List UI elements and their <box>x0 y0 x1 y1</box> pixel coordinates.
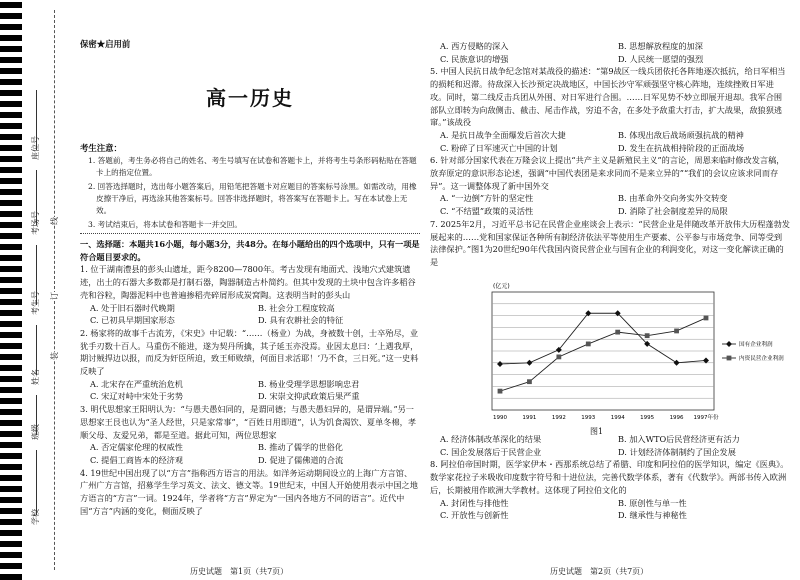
option[interactable]: C. 宋辽对峙中宋处于劣势 <box>90 391 184 402</box>
question-8-options <box>430 497 790 522</box>
binding-stripe <box>0 563 22 569</box>
cut-mark-line: 线 <box>50 217 59 225</box>
question-7-stem: 7. 2025年2月，习近平总书记在民营企业座谈会上表示：“民营企业是伴随改革开放伟大历程蓬勃发展起来的……党和国家保证各种所有制经济依法平等使用生产要素、公平参与市场竞争、同等受到法律保护。”图1为20世纪90年代我国内资民营企业与国有企业的利润变化，对这一变化解读正确的是 <box>430 218 790 267</box>
option[interactable]: C. 已初具早期国家形态 <box>90 315 175 326</box>
binding-stripe <box>0 244 22 250</box>
questions-right <box>430 40 790 269</box>
binding-stripe <box>0 475 22 481</box>
question-4-options <box>430 40 790 65</box>
option[interactable]: C. 民族意识的增强 <box>440 53 509 64</box>
x-tick-label: 1993 <box>581 415 596 421</box>
option[interactable]: B. 社会分工程度较高 <box>258 302 335 313</box>
binding-stripe <box>0 299 22 305</box>
data-point <box>704 316 709 321</box>
binding-stripe <box>0 68 22 74</box>
option[interactable]: D. 继承性与神秘性 <box>618 510 687 521</box>
legend-marker <box>726 341 732 347</box>
question-2-options <box>80 378 420 403</box>
label-room: 考场号 <box>31 211 40 235</box>
question-1-options <box>80 302 420 327</box>
binding-stripe <box>0 255 22 261</box>
binding-stripe <box>0 409 22 415</box>
binding-stripe <box>0 79 22 85</box>
legend-marker <box>727 356 732 361</box>
notes-heading: 考生注意： <box>80 143 122 153</box>
binding-stripe <box>0 211 22 217</box>
binding-stripe <box>0 145 22 151</box>
question-4-stem: 4. 19世纪中国出现了以“方言”指称西方语言的用法。如洋务运动期间设立的上海广方言馆、广州广方言馆，招募学生学习英文、法文、德文等。19世纪末，中国人开始使用表示中国之地方语言的“方言”一词。1924年，学者将“方言”界定为“一国内各地方不同的语言”。近代中国“方言”内涵的变化，侧面反映了 <box>80 467 418 516</box>
data-point <box>586 342 591 347</box>
binding-stripe <box>0 321 22 327</box>
option[interactable]: A. 经济体制改革深化的结果 <box>440 434 542 444</box>
binding-stripe <box>0 13 22 19</box>
page-footer-right: 历史试题 第2页（共7页） <box>550 567 649 576</box>
student-no-fill-line <box>36 245 37 305</box>
y-axis-label: (亿元) <box>493 283 510 290</box>
seat-fill-line <box>36 90 37 150</box>
legend-label: 内资民营企业利润 <box>739 356 784 362</box>
option[interactable]: A. 北宋存在严重统治危机 <box>90 378 183 389</box>
binding-stripe <box>0 277 22 283</box>
option[interactable]: A. 西方侵略的深入 <box>440 41 509 51</box>
data-point <box>498 389 503 394</box>
figure-caption: 图1 <box>590 427 604 436</box>
binding-stripe <box>0 420 22 426</box>
binding-stripe <box>0 464 22 470</box>
option[interactable]: C. 提倡工商皆本的经济观 <box>90 454 184 465</box>
option[interactable]: B. 加入WTO后民营经济更有活力 <box>618 434 740 444</box>
option[interactable]: C. 粉碎了日军速灭亡中国的计划 <box>440 142 558 153</box>
binding-stripe <box>0 453 22 459</box>
x-tick-label: 1996 <box>669 415 684 421</box>
option[interactable]: C. 国企发展落后于民营企业 <box>440 446 542 457</box>
question-3-stem: 3. 明代思想家王阳明认为：“与愚夫愚妇同的，是谓同德；与愚夫愚妇异的，是谓异端。”另一思想家王艮也认为“圣人经世，只是家常事”，“百姓日用即道”，认为饥食渴饮、夏单冬棉，孝顺父母、友爱兄弟，都是至道。据此可知，两位思想家 <box>80 404 417 440</box>
option[interactable]: A. “一边倒”方针的坚定性 <box>440 193 534 204</box>
question-6-stem: 6. 针对部分国家代表在万隆会议上提出“共产主义是新殖民主义”的言论，周恩来临时修改发言稿，放弃原定的意识形态论述，强调“中国代表团是来求同而不是来立异的”“我们的会议应该求同而存异”。这一调整体现了新中国外交 <box>430 155 785 191</box>
binding-stripe <box>0 541 22 547</box>
option[interactable]: B. 原创性与单一性 <box>618 497 687 508</box>
question-6-options <box>430 192 790 217</box>
cut-mark-bind: 订 <box>50 292 59 300</box>
note-item: 2. 回答选择题时，选出每小题答案后，用铅笔把答题卡对应题目的答案标号涂黑。如需改动，用橡皮擦干净后，再选涂其他答案标号。回答非选择题时，将答案写在答题卡上。写在本试卷上无效。 <box>88 182 417 215</box>
option[interactable]: B. 体现出敌后战场顽强抗战的精神 <box>618 129 744 140</box>
binding-strip <box>0 0 78 579</box>
option[interactable]: D. 计划经济体制制约了国企发展 <box>618 446 736 457</box>
option[interactable]: D. 具有农耕社会的特征 <box>258 315 344 326</box>
data-point <box>527 379 532 384</box>
binding-stripe <box>0 233 22 239</box>
x-tick-label: 1991 <box>522 415 537 421</box>
binding-stripe <box>0 497 22 503</box>
x-tick-label: 1995 <box>640 415 655 421</box>
option[interactable]: B. 杨业受理学思想影响忠君 <box>258 378 360 389</box>
exam-notes <box>88 155 418 233</box>
binding-stripe <box>0 552 22 558</box>
data-point <box>615 330 620 335</box>
label-school: 学校 <box>31 509 40 525</box>
label-seat: 座位号 <box>31 136 40 160</box>
binding-stripe <box>0 200 22 206</box>
exam-title: 高一历史 <box>206 86 294 110</box>
note-item: 1. 答题前，考生务必将自己的姓名、考生号填写在试卷和答题卡上，并将考生号条形码粘贴在答题卡上的指定位置。 <box>88 156 417 177</box>
binding-stripes <box>0 0 22 579</box>
option[interactable]: D. 发生在抗战相持阶段的正面战场 <box>618 142 745 153</box>
binding-stripe <box>0 167 22 173</box>
option[interactable]: A. 封闭性与排他性 <box>440 497 509 508</box>
option[interactable]: A. 处于旧石器时代晚期 <box>90 302 175 313</box>
note-item: 3. 考试结束后，将本试卷和答题卡一并交回。 <box>88 220 242 229</box>
option[interactable]: C. 开放性与创新性 <box>440 510 509 521</box>
divider <box>80 233 420 234</box>
question-2-stem: 2. 杨家将的故事千古流芳，《宋史》中记载：“……（杨业）为战，身被数十创，士卒殆尽，业犹手刃数十百人。马重伤不能进，遂为契丹所擒，其子延玉亦没焉。业因太息曰：‘上遇我厚，期讨贼捍边以报，而反为奸臣所迫，致王师败绩，何面目求活耶！’乃不食，三日死。”这一史料反映了 <box>80 327 419 377</box>
binding-stripe <box>0 57 22 63</box>
binding-stripe <box>0 101 22 107</box>
binding-stripe <box>0 530 22 536</box>
section-heading: 一、选择题：本题共16小题，每小题3分，共48分。在每小题给出的四个选项中，只有一项是符合题目要求的。 <box>80 239 420 262</box>
option[interactable]: D. 促进了儒佛道的合流 <box>258 454 344 465</box>
cut-mark-staple: 装 <box>50 352 59 360</box>
binding-stripe <box>0 189 22 195</box>
binding-stripe <box>0 574 22 580</box>
data-point <box>645 333 650 338</box>
confidential-mark: 保密★启用前 <box>80 39 131 49</box>
page-footer-left: 历史试题 第1页（共7页） <box>190 567 289 576</box>
binding-stripe <box>0 2 22 8</box>
option[interactable]: D. 人民统一愿望的强烈 <box>618 53 704 64</box>
data-point <box>556 355 561 360</box>
profit-line-chart <box>480 278 790 428</box>
binding-stripe <box>0 288 22 294</box>
binding-stripe <box>0 46 22 52</box>
option[interactable]: B. 推动了儒学的世俗化 <box>258 442 343 453</box>
binding-stripe <box>0 310 22 316</box>
binding-stripe <box>0 112 22 118</box>
class-fill-line <box>36 395 37 435</box>
question-7-options <box>430 433 790 458</box>
option[interactable]: C. “不结盟”政策的灵活性 <box>440 206 534 217</box>
name-fill-line <box>36 325 37 375</box>
option[interactable]: A. 否定儒家伦理的权威性 <box>90 442 183 453</box>
question-3-options <box>80 441 420 466</box>
binding-stripe <box>0 387 22 393</box>
binding-stripe <box>0 376 22 382</box>
binding-stripe <box>0 431 22 437</box>
questions-left <box>80 238 420 517</box>
data-point <box>674 329 679 334</box>
room-fill-line <box>36 170 37 225</box>
binding-stripe <box>0 24 22 30</box>
x-tick-label: 1990 <box>493 415 507 421</box>
label-class: 班级 <box>31 424 40 440</box>
option[interactable]: B. 思想解放程度的加深 <box>618 41 703 51</box>
binding-stripe <box>0 266 22 272</box>
question-5-stem: 5. 中国人民抗日战争纪念馆对某战役的描述：“第9战区一线兵团依托各阵地逐次抵抗，给日军相当的损耗和迟滞。待敌深入长沙预定决战地区，中国长沙守军顽强坚守核心阵地，连续挫败日军进攻。同时，第二线反击兵团从外围、对日军进行合围。……日军见势不妙立即展开退却。我军合围部队立即转为向敌侧击、截击、尾击作战，穷追不舍，在多处予敌重大打击，扩大战果，敌狼狈逃窜。”该战役 <box>430 66 786 128</box>
binding-stripe <box>0 398 22 404</box>
binding-stripe <box>0 35 22 41</box>
binding-stripe <box>0 156 22 162</box>
option[interactable]: A. 是抗日战争全面爆发后首次大捷 <box>440 129 566 140</box>
x-tick-label: 1994 <box>610 415 625 421</box>
label-name: 姓名 <box>31 369 40 385</box>
binding-stripe <box>0 442 22 448</box>
option[interactable]: D. 消除了社会制度差异的局限 <box>618 206 728 217</box>
questions-right-lower <box>430 433 790 522</box>
binding-stripe <box>0 519 22 525</box>
question-1-stem: 1. 位于湖南澧县的彭头山遗址，距今8200—7800年。考古发现有地面式、浅地穴式建筑遗迹，出土的石器大多数都是打制石器，陶器制造古朴简约。但其中发现的土块中包含许多稻谷壳和谷粒，陶器泥料中也普遍掺稻壳碎屑形成炭窝陶。这表明当时的彭头山 <box>80 264 416 300</box>
legend-label: 国有企业利润 <box>739 342 773 348</box>
binding-stripe <box>0 178 22 184</box>
binding-stripe <box>0 222 22 228</box>
binding-stripe <box>0 90 22 96</box>
x-tick-label: 1997年份 <box>693 415 719 421</box>
label-student-no: 考生号 <box>31 291 40 315</box>
binding-stripe <box>0 134 22 140</box>
binding-stripe <box>0 354 22 360</box>
binding-stripe <box>0 123 22 129</box>
binding-stripe <box>0 365 22 371</box>
question-8-stem: 8. 阿拉伯帝国时期，医学家伊本・西那系统总结了希腊、印度和阿拉伯的医学知识，编定《医典》。数学家花拉子米吸收印度数字符号和十进位法，完善代数学体系，著有《代数学》。两部书传入欧洲后，长期被用作欧洲大学教材。这体现了阿拉伯文化的 <box>430 459 789 495</box>
binding-stripe <box>0 343 22 349</box>
school-fill-line <box>36 450 37 515</box>
binding-stripe <box>0 486 22 492</box>
question-5-options <box>430 129 790 154</box>
option[interactable]: D. 宋崇文抑武政策后果严重 <box>258 391 360 402</box>
binding-stripe <box>0 508 22 514</box>
option[interactable]: B. 由革命外交向务实外交转变 <box>618 193 728 204</box>
x-tick-label: 1992 <box>551 415 566 421</box>
cut-line <box>54 10 55 570</box>
binding-stripe <box>0 332 22 338</box>
